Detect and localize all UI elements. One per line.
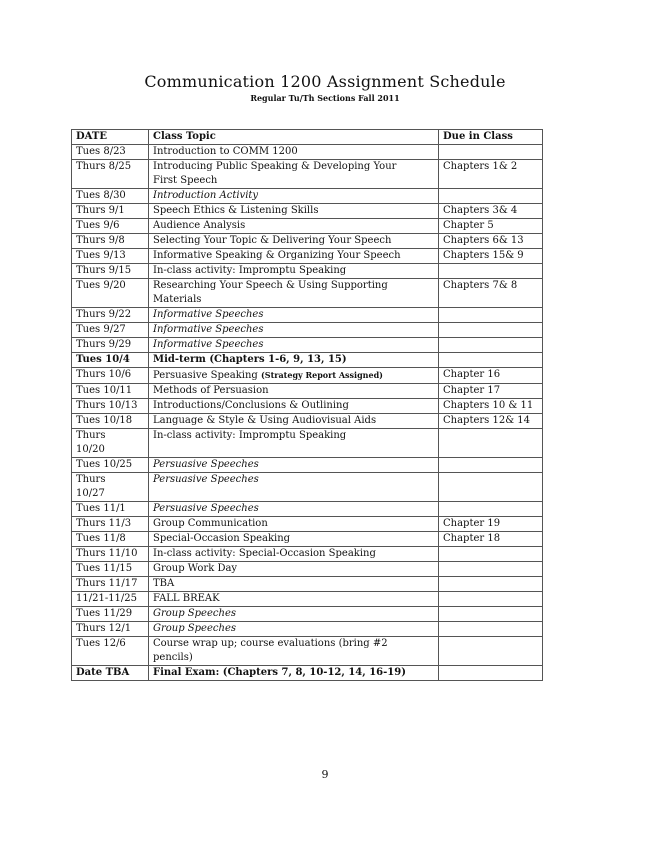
topic-cell bbox=[149, 189, 439, 204]
date-cell-text: Tues 10/11 bbox=[76, 385, 133, 396]
schedule-table bbox=[71, 129, 543, 681]
topic-cell bbox=[149, 160, 439, 189]
topic-cell bbox=[149, 338, 439, 353]
date-cell-text: Thurs 9/8 bbox=[76, 235, 125, 246]
date-cell bbox=[72, 532, 149, 547]
table-row bbox=[72, 399, 543, 414]
topic-cell bbox=[149, 429, 439, 458]
document-subtitle: Regular Tu/Th Sections Fall 2011 bbox=[250, 93, 400, 103]
table-row bbox=[72, 189, 543, 204]
date-cell bbox=[72, 160, 149, 189]
date-cell-text: Thurs 8/25 bbox=[76, 161, 132, 172]
due-cell bbox=[439, 160, 543, 189]
due-cell bbox=[439, 562, 543, 577]
topic-note: (Strategy Report Assigned) bbox=[261, 370, 383, 380]
table-header-row bbox=[72, 130, 543, 145]
date-cell bbox=[72, 249, 149, 264]
topic-cell bbox=[149, 607, 439, 622]
date-cell-text: Tues 11/29 bbox=[76, 608, 133, 619]
date-cell bbox=[72, 473, 149, 502]
page-number: 9 bbox=[321, 768, 329, 781]
date-cell-text: Thurs 11/3 bbox=[76, 518, 132, 529]
header-date: DATE bbox=[72, 130, 149, 145]
topic-cell bbox=[149, 204, 439, 219]
document-title: Communication 1200 Assignment Schedule bbox=[144, 72, 506, 91]
date-cell-text: Tues 8/30 bbox=[76, 190, 126, 201]
date-cell bbox=[72, 204, 149, 219]
table-row bbox=[72, 249, 543, 264]
table-row bbox=[72, 592, 543, 607]
table-row bbox=[72, 562, 543, 577]
due-cell-text: Chapters 3& 4 bbox=[443, 205, 518, 216]
due-cell-text: Chapters 1& 2 bbox=[443, 161, 518, 172]
due-cell bbox=[439, 517, 543, 532]
date-cell bbox=[72, 264, 149, 279]
table-row bbox=[72, 368, 543, 384]
header-topic: Class Topic bbox=[149, 130, 439, 145]
topic-cell bbox=[149, 637, 439, 666]
table-row bbox=[72, 532, 543, 547]
table-row bbox=[72, 264, 543, 279]
date-cell-text: Tues 8/23 bbox=[76, 146, 126, 157]
topic-cell bbox=[149, 414, 439, 429]
topic-cell bbox=[149, 666, 439, 681]
topic-cell bbox=[149, 458, 439, 473]
topic-cell-text: Group Speeches bbox=[153, 623, 236, 634]
due-cell bbox=[439, 414, 543, 429]
table-row bbox=[72, 145, 543, 160]
topic-cell-text: Persuasive Speeches bbox=[153, 459, 259, 470]
date-cell bbox=[72, 384, 149, 399]
table-row bbox=[72, 502, 543, 517]
due-cell-text: Chapter 18 bbox=[443, 533, 501, 544]
date-cell bbox=[72, 323, 149, 338]
topic-cell bbox=[149, 384, 439, 399]
due-cell-text: Chapters 10 & 11 bbox=[443, 400, 534, 411]
topic-cell-text: Introducing Public Speaking & Developing Your First Speech bbox=[153, 161, 397, 186]
date-cell-text: Tues 9/27 bbox=[76, 324, 126, 335]
date-cell-text: Tues 9/13 bbox=[76, 250, 126, 261]
topic-cell-text: Introduction to COMM 1200 bbox=[153, 146, 298, 157]
due-cell bbox=[439, 353, 543, 368]
topic-cell bbox=[149, 264, 439, 279]
topic-cell bbox=[149, 279, 439, 308]
due-cell bbox=[439, 384, 543, 399]
due-cell bbox=[439, 592, 543, 607]
due-cell-text: Chapters 6& 13 bbox=[443, 235, 524, 246]
due-cell-text: Chapter 16 bbox=[443, 369, 501, 380]
date-cell bbox=[72, 517, 149, 532]
table-row bbox=[72, 353, 543, 368]
due-cell bbox=[439, 204, 543, 219]
date-cell bbox=[72, 577, 149, 592]
topic-cell-text: Language & Style & Using Audiovisual Aids bbox=[153, 415, 377, 426]
date-cell bbox=[72, 637, 149, 666]
topic-cell-text: In-class activity: Impromptu Speaking bbox=[153, 430, 347, 441]
topic-cell-text: Selecting Your Topic & Delivering Your Speech bbox=[153, 235, 392, 246]
date-cell-text: Tues 11/15 bbox=[76, 563, 133, 574]
date-cell bbox=[72, 234, 149, 249]
table-row bbox=[72, 308, 543, 323]
table-row bbox=[72, 473, 543, 502]
topic-cell-text: Group Work Day bbox=[153, 563, 238, 574]
table-row bbox=[72, 577, 543, 592]
topic-cell-text: Informative Speaking & Organizing Your Speech bbox=[153, 250, 401, 261]
due-cell-text: Chapter 5 bbox=[443, 220, 494, 231]
date-cell-text: 11/21-11/25 bbox=[76, 593, 138, 604]
topic-cell bbox=[149, 323, 439, 338]
due-cell-text: Chapter 19 bbox=[443, 518, 501, 529]
due-cell bbox=[439, 473, 543, 502]
due-cell bbox=[439, 399, 543, 414]
date-cell bbox=[72, 666, 149, 681]
date-cell-text: Tues 10/4 bbox=[76, 354, 130, 365]
due-cell bbox=[439, 189, 543, 204]
topic-cell bbox=[149, 473, 439, 502]
date-cell bbox=[72, 399, 149, 414]
due-cell bbox=[439, 622, 543, 637]
topic-cell-text: Persuasive Speeches bbox=[153, 503, 259, 514]
table-row bbox=[72, 414, 543, 429]
date-cell-text: Thurs 10/27 bbox=[76, 474, 106, 499]
date-cell-text: Thurs 9/1 bbox=[76, 205, 125, 216]
due-cell bbox=[439, 323, 543, 338]
topic-cell-text: Methods of Persuasion bbox=[153, 385, 269, 396]
table-row bbox=[72, 429, 543, 458]
date-cell bbox=[72, 145, 149, 160]
topic-cell bbox=[149, 517, 439, 532]
topic-cell-text: Audience Analysis bbox=[153, 220, 246, 231]
due-cell bbox=[439, 264, 543, 279]
date-cell-text: Thurs 9/15 bbox=[76, 265, 132, 276]
date-cell bbox=[72, 562, 149, 577]
date-cell bbox=[72, 622, 149, 637]
topic-cell bbox=[149, 547, 439, 562]
topic-cell bbox=[149, 399, 439, 414]
topic-cell-text: Introduction Activity bbox=[153, 190, 259, 201]
date-cell-text: Tues 10/25 bbox=[76, 459, 133, 470]
due-cell bbox=[439, 458, 543, 473]
due-cell bbox=[439, 637, 543, 666]
date-cell bbox=[72, 219, 149, 234]
topic-cell bbox=[149, 219, 439, 234]
due-cell bbox=[439, 279, 543, 308]
topic-cell-text: Persuasive Speeches bbox=[153, 474, 259, 485]
topic-cell-text: Special-Occasion Speaking bbox=[153, 533, 291, 544]
date-cell bbox=[72, 458, 149, 473]
topic-cell-text: Researching Your Speech & Using Supporting Materials bbox=[153, 280, 388, 305]
due-cell bbox=[439, 308, 543, 323]
table-row bbox=[72, 219, 543, 234]
date-cell-text: Tues 11/8 bbox=[76, 533, 126, 544]
table-row bbox=[72, 234, 543, 249]
date-cell bbox=[72, 338, 149, 353]
topic-cell-text: In-class activity: Special-Occasion Speaking bbox=[153, 548, 376, 559]
table-row bbox=[72, 622, 543, 637]
date-cell bbox=[72, 547, 149, 562]
topic-cell-text: Group Communication bbox=[153, 518, 268, 529]
date-cell-text: Thurs 9/22 bbox=[76, 309, 132, 320]
topic-cell-text: Informative Speeches bbox=[153, 324, 264, 335]
due-cell bbox=[439, 368, 543, 384]
topic-cell bbox=[149, 502, 439, 517]
date-cell-text: Thurs 9/29 bbox=[76, 339, 132, 350]
date-cell bbox=[72, 308, 149, 323]
date-cell bbox=[72, 279, 149, 308]
date-cell bbox=[72, 429, 149, 458]
due-cell bbox=[439, 249, 543, 264]
topic-cell-text: In-class activity: Impromptu Speaking bbox=[153, 265, 347, 276]
date-cell-text: Thurs 12/1 bbox=[76, 623, 132, 634]
date-cell bbox=[72, 189, 149, 204]
due-cell-text: Chapters 7& 8 bbox=[443, 280, 518, 291]
due-cell bbox=[439, 666, 543, 681]
topic-cell-text: Course wrap up; course evaluations (bring #2 pencils) bbox=[153, 638, 388, 663]
due-cell bbox=[439, 532, 543, 547]
date-cell bbox=[72, 414, 149, 429]
date-cell-text: Thurs 11/10 bbox=[76, 548, 138, 559]
topic-cell bbox=[149, 353, 439, 368]
due-cell-text: Chapters 12& 14 bbox=[443, 415, 531, 426]
table-row bbox=[72, 323, 543, 338]
date-cell-text: Tues 11/1 bbox=[76, 503, 126, 514]
table-row bbox=[72, 384, 543, 399]
topic-cell bbox=[149, 577, 439, 592]
due-cell bbox=[439, 607, 543, 622]
topic-cell bbox=[149, 592, 439, 607]
date-cell bbox=[72, 607, 149, 622]
topic-cell-text: Informative Speeches bbox=[153, 339, 264, 350]
header-due: Due in Class bbox=[439, 130, 543, 145]
date-cell-text: Date TBA bbox=[76, 667, 130, 678]
due-cell bbox=[439, 219, 543, 234]
table-row bbox=[72, 666, 543, 681]
table-row bbox=[72, 458, 543, 473]
date-cell bbox=[72, 368, 149, 384]
table-row bbox=[72, 517, 543, 532]
topic-cell-text: Speech Ethics & Listening Skills bbox=[153, 205, 319, 216]
due-cell bbox=[439, 234, 543, 249]
topic-cell bbox=[149, 622, 439, 637]
topic-cell bbox=[149, 308, 439, 323]
date-cell-text: Thurs 11/17 bbox=[76, 578, 138, 589]
topic-cell-text: Group Speeches bbox=[153, 608, 236, 619]
date-cell bbox=[72, 502, 149, 517]
topic-cell-text: Final Exam: (Chapters 7, 8, 10-12, 14, 16-19) bbox=[153, 667, 406, 678]
table-row bbox=[72, 338, 543, 353]
date-cell bbox=[72, 592, 149, 607]
topic-cell-text: Mid-term (Chapters 1-6, 9, 13, 15) bbox=[153, 354, 347, 365]
due-cell bbox=[439, 338, 543, 353]
date-cell bbox=[72, 353, 149, 368]
date-cell-text: Tues 12/6 bbox=[76, 638, 126, 649]
date-cell-text: Tues 9/6 bbox=[76, 220, 120, 231]
due-cell bbox=[439, 145, 543, 160]
topic-cell-text: Persuasive Speaking bbox=[153, 370, 261, 381]
topic-cell-text: FALL BREAK bbox=[153, 593, 220, 604]
table-row bbox=[72, 279, 543, 308]
table-row bbox=[72, 607, 543, 622]
topic-cell-text: Introductions/Conclusions & Outlining bbox=[153, 400, 349, 411]
table-row bbox=[72, 160, 543, 189]
topic-cell bbox=[149, 368, 439, 384]
date-cell-text: Thurs 10/20 bbox=[76, 430, 106, 455]
due-cell-text: Chapters 15& 9 bbox=[443, 250, 524, 261]
date-cell-text: Thurs 10/13 bbox=[76, 400, 138, 411]
due-cell bbox=[439, 577, 543, 592]
due-cell bbox=[439, 429, 543, 458]
due-cell bbox=[439, 502, 543, 517]
topic-cell bbox=[149, 562, 439, 577]
topic-cell-text: Informative Speeches bbox=[153, 309, 264, 320]
topic-cell-text: TBA bbox=[153, 578, 175, 589]
date-cell-text: Tues 10/18 bbox=[76, 415, 133, 426]
topic-cell bbox=[149, 234, 439, 249]
topic-cell bbox=[149, 249, 439, 264]
table-row bbox=[72, 547, 543, 562]
due-cell-text: Chapter 17 bbox=[443, 385, 501, 396]
table-row bbox=[72, 637, 543, 666]
date-cell-text: Tues 9/20 bbox=[76, 280, 126, 291]
due-cell bbox=[439, 547, 543, 562]
topic-cell bbox=[149, 532, 439, 547]
date-cell-text: Thurs 10/6 bbox=[76, 369, 132, 380]
topic-cell bbox=[149, 145, 439, 160]
table-row bbox=[72, 204, 543, 219]
